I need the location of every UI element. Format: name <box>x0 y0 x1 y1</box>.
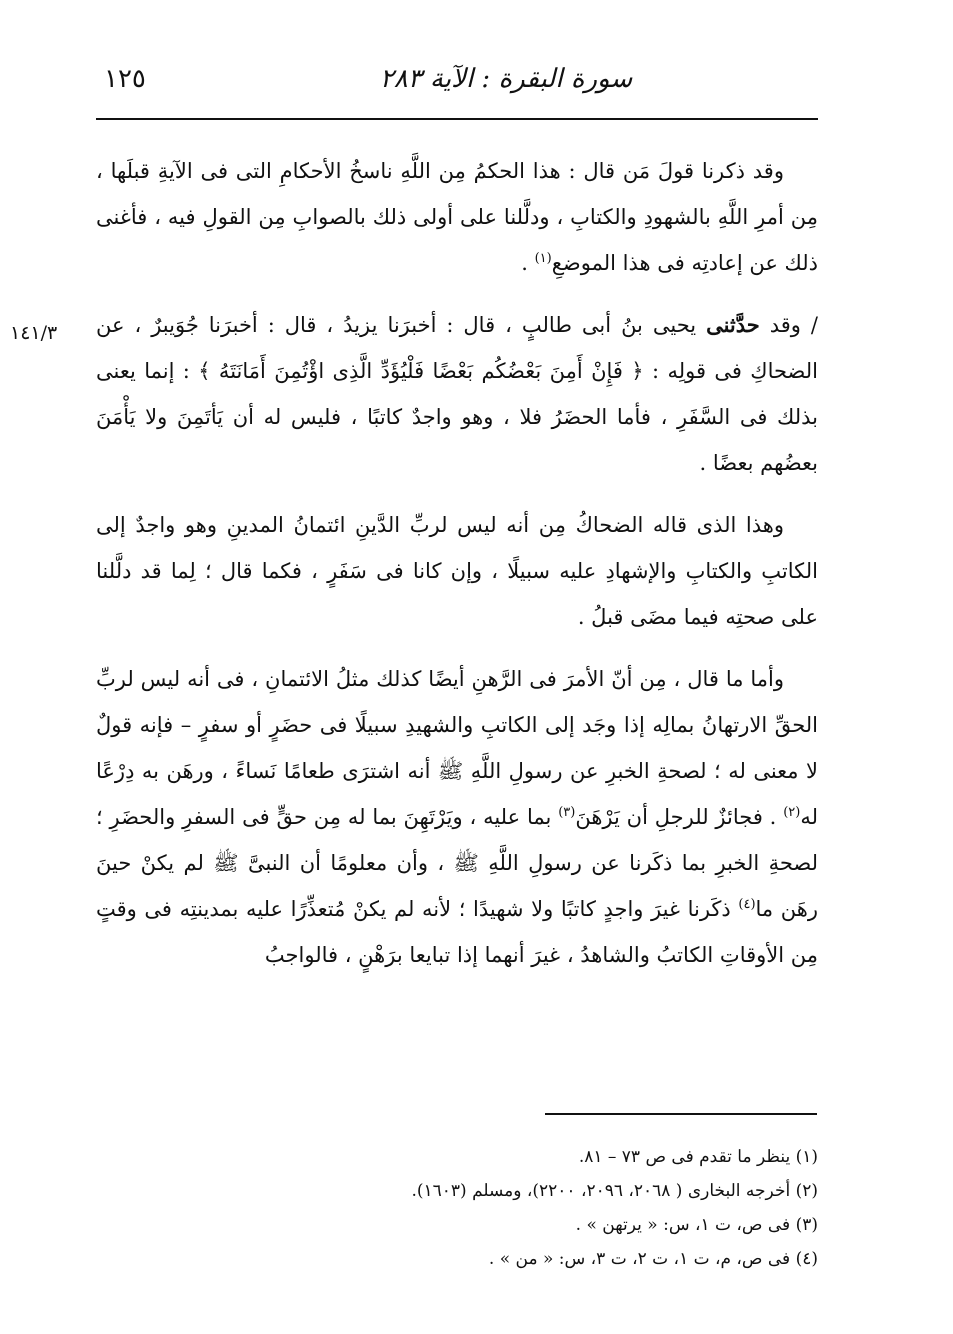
page-header <box>96 58 818 114</box>
paragraph-2-mid: يحيى بنُ أبى طالبٍ ، قال : أخبرَنا يزيدُ ، قال : أخبرَنا جُوَيبرٌ ، عن الضحاكِ فى قولِه : <box>96 313 818 383</box>
paragraph-1 <box>96 148 818 286</box>
footnote-4: (٤) فى ص، م، ت ١، ت ٢، ت ٣، س: « من » . <box>488 1249 818 1269</box>
paragraph-4-a: وأما ما قال ، مِن أنّ الأمرَ فى الرَّهنِ أيضًا كذلك مثلُ الائتمانِ ، فى أنه ليس لربِّ الحقِّ الارتهانُ بمالِه إذا وجَد إلى الكاتبِ والشهيدِ سبيلًا فى حضَرٍ أو سفرٍ – فإنه قولٌ لا معنى له ؛ لصحةِ الخبرِ عن رسولِ اللَّهِ ﷺ أنه اشترَى طعامًا نَساءً ، ورهَن به دِرْعًا له <box>96 667 819 829</box>
footnote-ref-4: (٤) <box>738 897 756 912</box>
paragraph-2-bold: حدَّثنى <box>706 312 760 337</box>
footnote-ref-1: (١) <box>534 251 552 266</box>
margin-volume-reference: ١٤١/٣ <box>10 322 58 344</box>
paragraph-2-start: / وقد <box>759 313 818 337</box>
header-rule <box>96 118 818 120</box>
footnote-3: (٣) فى ص، ت ١، س: « يرتهن » . <box>575 1215 818 1235</box>
footnotes <box>96 1140 818 1276</box>
paragraph-4-c: بما عليه ، ويَرْتَهِنَ بما له مِن حقٍّ فى السفرِ والحضَرِ ؛ لصحةِ الخبرِ بما ذكَرنا عن رسولِ اللَّهِ ﷺ ، وأن معلومًا أن النبىَّ ﷺ لم يكنْ حينَ رهَن ما <box>96 805 818 921</box>
paragraph-4 <box>96 656 818 978</box>
footnote-ref-3: (٣) <box>558 805 576 820</box>
running-title: سورة البقرة : الآية ٢٨٣ <box>379 64 633 94</box>
paragraph-1-end: . <box>521 251 535 275</box>
footnote-2: (٢) أخرجه البخارى ( ٢٠٦٨، ٢٠٩٦، ٢٢٠٠)، ومسلم (١٦٠٣). <box>411 1181 818 1201</box>
footnote-ref-2: (٢) <box>783 805 801 820</box>
footnote-1: (١) ينظر ما تقدم فى ص ٧٣ – ٨١. <box>578 1147 818 1167</box>
paragraph-1-text: وقد ذكرنا قولَ مَن قال : هذا الحكمُ مِن اللَّهِ ناسخُ الأحكامِ التى فى الآيةِ قبلَها ، مِن أمرِ اللَّهِ بالشهودِ والكتابِ ، ودلَّلنا على أولى ذلك بالصوابِ مِن القولِ فيه ، فأغنى ذلك عن إعادتِه فى هذا الموضعِ <box>96 159 818 275</box>
footnote-rule <box>545 1113 817 1115</box>
page-number: ١٢٥ <box>104 64 146 94</box>
paragraph-3: وهذا الذى قاله الضحاكُ مِن أنه ليس لربِّ الدَّينِ ائتمانُ المدينِ وهو واجدٌ إلى الكاتبِ والكتابِ والإشهادِ عليه سبيلًا ، وإن كانا فى سَفَرٍ ، فكما قال ؛ لِما قد دلَّلنا على صحتِه فيما مضَى قبلُ . <box>96 513 818 629</box>
paragraph-2 <box>96 302 818 486</box>
main-text <box>96 148 818 994</box>
paragraph-2-end: : إنما يعنى بذلك فى السَّفَرِ ، فأما الحضَرُ فلا ، وهو واجدٌ كاتبًا ، فليس له أن يَأتَمِنَ ولا يَأْمَنَ بعضُهم بعضًا . <box>96 359 818 475</box>
paragraph-4-d: ذكَرنا غيرَ واجدٍ كاتبًا ولا شهيدًا ؛ لأنه لم يكنْ مُتعذِّرًا عليه بمدينتِه فى وقتٍ مِن الأوقاتِ الكاتبُ والشاهدُ ، غيرَ أنهما إذا تبايعا برَهْنٍ ، فالواجبُ <box>96 897 818 967</box>
paragraph-4-b: . فجائزٌ للرجلِ أن يَرْهَنَ <box>575 805 784 829</box>
quran-quote: ﴿ فَإِنْ أَمِنَ بَعْضُكُم بَعْضًا فَلْيُؤَدِّ الَّذِى اؤْتُمِنَ أَمَانَتَهُ ﴾ <box>198 359 644 383</box>
